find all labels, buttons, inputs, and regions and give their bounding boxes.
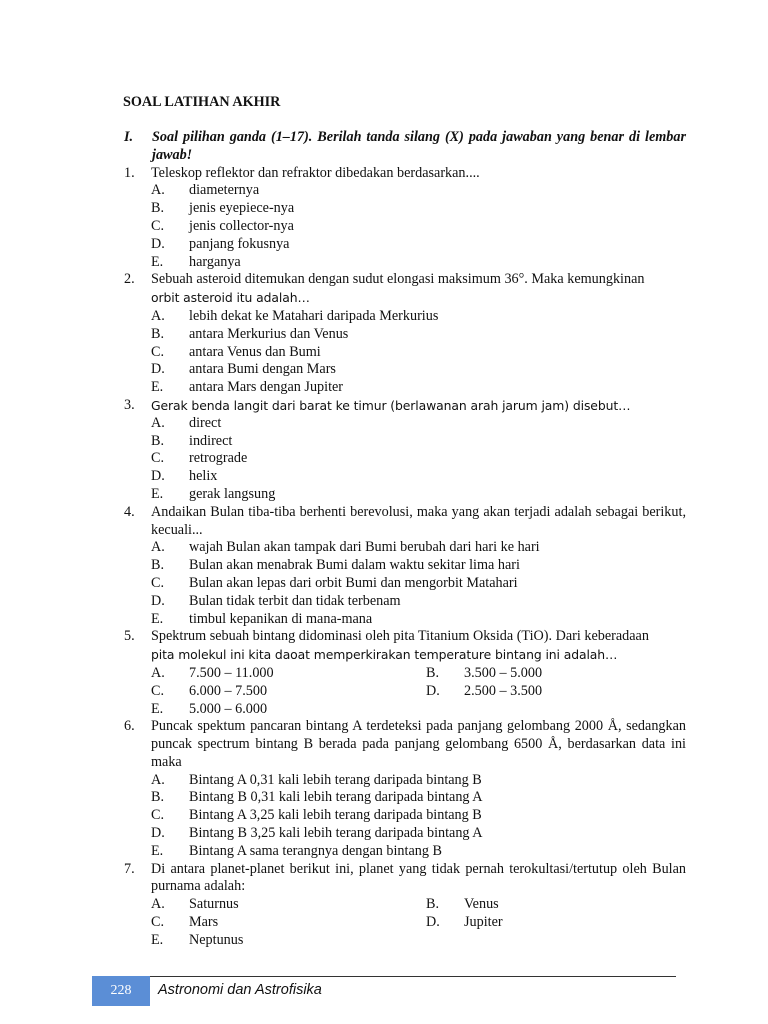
option-text: 7.500 – 11.000 <box>189 664 274 681</box>
section-instruction-text: Soal pilihan ganda (1–17). Berilah tanda silang (X) pada jawaban yang benar di lembar jawab! <box>152 129 686 163</box>
section-instruction <box>124 129 686 165</box>
option-letter: B. <box>151 200 165 217</box>
question-text <box>151 628 686 665</box>
option-c <box>151 683 426 701</box>
option-letter: D. <box>151 235 165 252</box>
option-letter: A. <box>151 414 165 431</box>
option-text: timbul kepanikan di mana-mana <box>189 610 373 627</box>
option-letter: E. <box>151 610 164 627</box>
option-letter: B. <box>151 432 165 449</box>
option-a <box>151 665 426 683</box>
section-number: I. <box>124 129 134 145</box>
option-letter: D. <box>151 592 165 609</box>
option-text: panjang fokusnya <box>189 235 290 252</box>
option-d <box>426 914 686 932</box>
option-text: Neptunus <box>189 931 244 948</box>
option-text: 6.000 – 7.500 <box>189 682 268 699</box>
option-text: Bulan tidak terbit dan tidak terbenam <box>189 592 401 609</box>
question-text-line-1: Spektrum sebuah bintang didominasi oleh pita Titanium Oksida (TiO). Dari keberadaan <box>151 628 649 645</box>
option-c <box>151 575 686 593</box>
option-text: 2.500 – 3.500 <box>464 682 543 699</box>
option-text: diameternya <box>189 182 260 199</box>
page-title: SOAL LATIHAN AKHIR <box>123 94 281 110</box>
option-text: gerak langsung <box>189 485 276 502</box>
option-a <box>151 182 686 200</box>
option-e <box>151 486 686 504</box>
option-letter: E. <box>151 379 164 396</box>
question-2 <box>124 271 686 397</box>
option-letter: E. <box>151 842 164 859</box>
option-letter: B. <box>426 664 440 681</box>
option-letter: D. <box>426 682 440 699</box>
option-letter: E. <box>151 485 164 502</box>
option-text: 5.000 – 6.000 <box>189 700 268 717</box>
option-e <box>151 611 686 629</box>
option-d <box>151 593 686 611</box>
option-a <box>151 539 686 557</box>
footer-page-number: 228 <box>110 983 132 998</box>
option-letter: A. <box>151 771 165 788</box>
question-5 <box>124 628 686 718</box>
option-text: helix <box>189 468 218 485</box>
option-letter: C. <box>151 574 165 591</box>
option-b <box>151 326 686 344</box>
question-text-line-2: orbit asteroid itu adalah… <box>151 290 310 306</box>
option-text: lebih dekat ke Matahari daripada Merkurius <box>189 307 439 324</box>
question-number: 7. <box>124 860 135 877</box>
option-c <box>151 914 426 932</box>
option-e <box>151 843 686 861</box>
question-number: 4. <box>124 503 135 520</box>
option-text: Bintang B 3,25 kali lebih terang daripada bintang A <box>189 825 483 842</box>
option-e <box>151 254 686 272</box>
option-text: Bintang A 3,25 kali lebih terang daripada bintang B <box>189 807 482 824</box>
option-letter: B. <box>151 557 165 574</box>
option-letter: C. <box>151 682 165 699</box>
option-text: Bulan akan menabrak Bumi dalam waktu sekitar lima hari <box>189 557 520 574</box>
option-text: direct <box>189 414 222 431</box>
option-text: 3.500 – 5.000 <box>464 664 543 681</box>
option-b <box>151 789 686 807</box>
option-d <box>151 361 686 379</box>
option-d <box>151 468 686 486</box>
question-number: 2. <box>124 271 135 288</box>
option-letter: C. <box>151 217 165 234</box>
option-letter: A. <box>151 539 165 556</box>
question-number: 1. <box>124 164 135 181</box>
option-letter: A. <box>151 896 165 913</box>
option-c <box>151 218 686 236</box>
option-letter: C. <box>151 914 165 931</box>
option-text: Jupiter <box>464 914 503 931</box>
question-text: Teleskop reflektor dan refraktor dibedakan berdasarkan.... <box>151 164 480 181</box>
option-b <box>426 665 686 683</box>
option-letter: C. <box>151 450 165 467</box>
option-a <box>151 896 426 914</box>
option-b <box>151 557 686 575</box>
option-letter: C. <box>151 807 165 824</box>
footer-book-title: Astronomi dan Astrofisika <box>158 982 322 998</box>
option-a <box>151 415 686 433</box>
question-text: Puncak spektum pancaran bintang A terdeteksi pada panjang gelombang 2000 Å, sedangkan puncak spectrum bintang B berada pada panjang gelombang 6500 Å, berdasarkan data ini maka <box>151 718 686 770</box>
question-number: 3. <box>124 396 135 413</box>
option-text: antara Mars dengan Jupiter <box>189 379 344 396</box>
question-4 <box>124 504 686 629</box>
option-e <box>151 932 426 950</box>
option-b <box>426 896 686 914</box>
option-text: antara Bumi dengan Mars <box>189 361 336 378</box>
option-a <box>151 308 686 326</box>
option-text: jenis collector-nya <box>189 217 294 234</box>
option-text: wajah Bulan akan tampak dari Bumi berubah dari hari ke hari <box>189 539 540 556</box>
option-letter: D. <box>426 914 440 931</box>
option-text: Bintang A sama terangnya dengan bintang B <box>189 842 442 859</box>
option-letter: D. <box>151 361 165 378</box>
option-text: Saturnus <box>189 896 239 913</box>
option-c <box>151 807 686 825</box>
option-letter: A. <box>151 182 165 199</box>
option-letter: D. <box>151 825 165 842</box>
option-text: jenis eyepiece-nya <box>189 200 295 217</box>
option-letter: C. <box>151 343 165 360</box>
question-1 <box>124 165 686 272</box>
option-letter: A. <box>151 307 165 324</box>
option-b <box>151 433 686 451</box>
option-text: Bintang A 0,31 kali lebih terang daripada bintang B <box>189 771 482 788</box>
option-text: Bintang B 0,31 kali lebih terang daripada bintang A <box>189 789 483 806</box>
option-text: indirect <box>189 432 233 449</box>
option-c <box>151 450 686 468</box>
option-text: Mars <box>189 914 219 931</box>
option-b <box>151 200 686 218</box>
option-text: retrograde <box>189 450 248 467</box>
option-letter: E. <box>151 931 164 948</box>
option-text: harganya <box>189 253 241 270</box>
option-letter: B. <box>426 896 440 913</box>
option-letter: D. <box>151 468 165 485</box>
option-d <box>151 236 686 254</box>
option-d <box>426 683 686 701</box>
option-letter: E. <box>151 700 164 717</box>
option-letter: A. <box>151 664 165 681</box>
question-text: Andaikan Bulan tiba-tiba berhenti berevolusi, maka yang akan terjadi adalah sebagai berikut, kecuali... <box>151 503 686 538</box>
option-letter: E. <box>151 253 164 270</box>
option-letter: B. <box>151 789 165 806</box>
question-text <box>151 271 686 308</box>
question-7 <box>124 861 686 950</box>
question-3 <box>124 397 686 504</box>
question-text: Gerak benda langit dari barat ke timur (berlawanan arah jarum jam) disebut… <box>151 397 631 413</box>
question-text: Di antara planet-planet berikut ini, planet yang tidak pernah terokultasi/tertutup oleh Bulan purnama adalah: <box>151 860 686 895</box>
question-number: 5. <box>124 628 135 645</box>
option-a <box>151 772 686 790</box>
option-letter: B. <box>151 325 165 342</box>
option-text: Bulan akan lepas dari orbit Bumi dan mengorbit Matahari <box>189 574 518 591</box>
option-text: antara Venus dan Bumi <box>189 343 321 360</box>
question-text-line-2: pita molekul ini kita daoat memperkirakan temperature bintang ini adalah… <box>151 647 618 663</box>
question-list <box>124 129 686 950</box>
option-e <box>151 701 426 719</box>
option-text: antara Merkurius dan Venus <box>189 325 349 342</box>
question-6 <box>124 718 686 860</box>
option-c <box>151 344 686 362</box>
question-number: 6. <box>124 718 135 735</box>
option-e <box>151 379 686 397</box>
option-text: Venus <box>464 896 499 913</box>
question-text-line-1: Sebuah asteroid ditemukan dengan sudut elongasi maksimum 36°. Maka kemungkinan <box>151 271 645 288</box>
footer-divider <box>150 976 676 977</box>
option-d <box>151 825 686 843</box>
